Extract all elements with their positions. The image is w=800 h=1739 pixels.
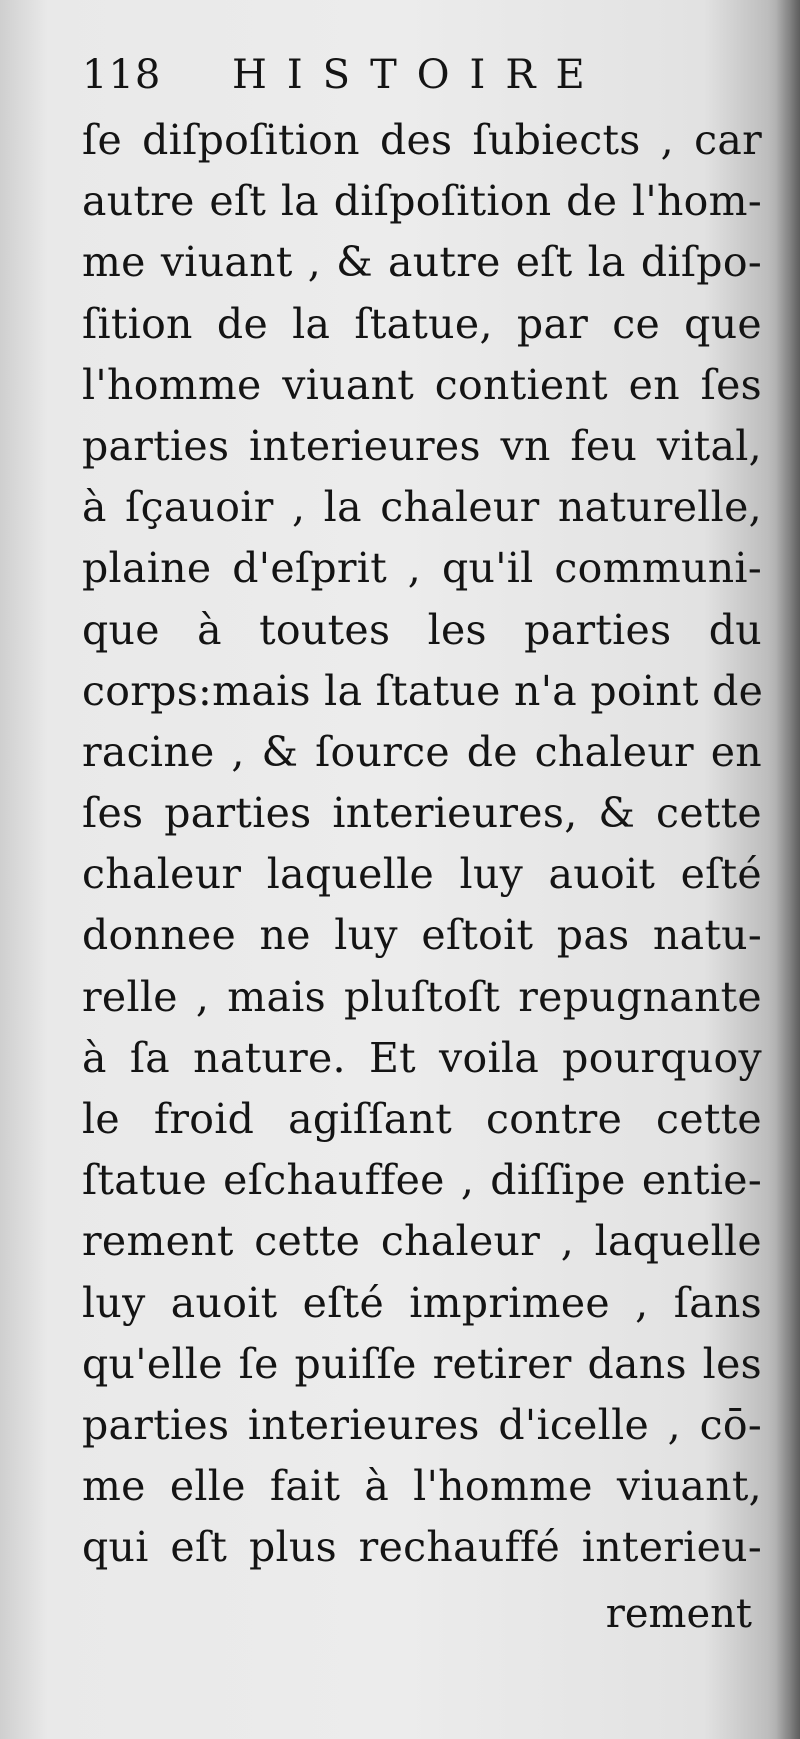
text-line: autre eſt la diſpoſition de l'hom- [82,177,762,226]
running-head [82,40,762,110]
text-line: plaine d'eſprit , qu'il communi- [82,544,762,593]
text-line: le froid agiſſant contre cette [82,1095,762,1143]
text-line: l'homme viuant contient en ſes [82,360,762,409]
catchword-row [82,1579,762,1649]
page-number: 118 [82,52,162,98]
text-line: me viuant , & autre eſt la diſpo- [82,238,762,287]
text-line: relle , mais pluſtoſt repugnante [82,972,762,1021]
page-gutter-shadow [776,0,800,1739]
text-block [82,40,762,1649]
text-line: donnee ne luy eſtoit pas natu- [82,911,762,960]
catchword: rement [605,1590,752,1637]
text-line: que à toutes les parties du [82,605,762,654]
text-line: corps:mais la ſtatue n'a point de [82,666,764,715]
text-line: luy auoit eſté imprimee , ſans [82,1278,762,1327]
running-title: HISTOIRE [232,52,605,98]
text-line: qu'elle ſe puiſſe retirer dans les [82,1339,762,1388]
text-line: chaleur laquelle luy auoit eſté [82,850,762,899]
text-line: ſition de la ſtatue, par ce que [82,299,762,348]
text-line: parties interieures d'icelle , cō- [82,1400,762,1449]
text-line: me elle fait à l'homme viuant, [82,1462,762,1511]
text-line: ſe diſpoſition des ſubiects , car [82,116,762,164]
text-line: rement cette chaleur , laquelle [82,1217,762,1266]
text-line: parties interieures vn feu vital, [82,421,762,470]
text-line: ſes parties interieures, & cette [82,789,762,838]
text-line: qui eſt plus rechauffé interieu- [82,1523,762,1572]
text-line: racine , & ſource de chaleur en [82,727,762,776]
text-line: à ſa nature. Et voila pourquoy [82,1033,762,1082]
text-line: ſtatue eſchauffee , diſſipe entie- [82,1156,762,1205]
text-line: à ſçauoir , la chaleur naturelle, [82,483,762,532]
